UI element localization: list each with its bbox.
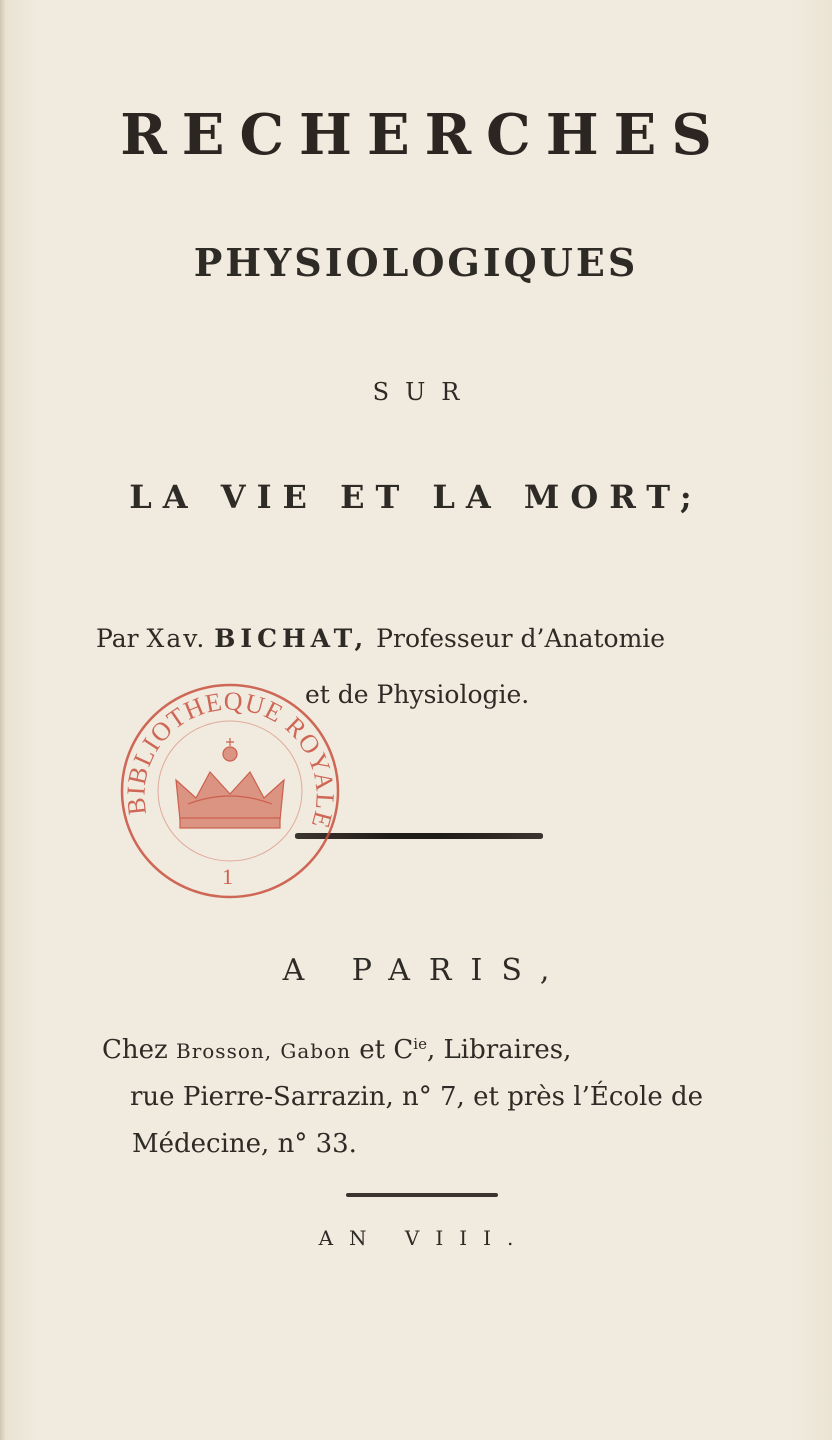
book-subtitle: PHYSIOLOGIQUES xyxy=(193,240,639,285)
publisher-line-2: rue Pierre-Sarrazin, n° 7, et près l’École de xyxy=(130,1082,704,1112)
library-stamp xyxy=(118,680,343,902)
stamp-arc-text: BIBLIOTHEQUE ROYALE xyxy=(121,686,340,832)
stamp-number: 1 xyxy=(222,864,233,889)
closing-rule xyxy=(346,1193,498,1197)
author-title-continued: et de Physiologie. xyxy=(305,680,530,709)
title-connector: SUR xyxy=(372,378,476,406)
book-title: RECHERCHES xyxy=(120,102,727,168)
page-spine-shadow xyxy=(0,0,6,1440)
publisher-libraires: , Libraires, xyxy=(426,1035,572,1065)
book-subject: LA VIE ET LA MORT; xyxy=(129,478,703,516)
publisher-cie-letter: C xyxy=(393,1035,414,1065)
author-title: Professeur d’Anatomie xyxy=(376,624,666,653)
author-first-name: Xav. xyxy=(146,624,207,653)
publisher-line-1 xyxy=(102,1035,571,1065)
publisher-cie xyxy=(393,1035,427,1065)
publisher-cie-sup: ie xyxy=(413,1035,427,1053)
author-last-name: BICHAT, xyxy=(214,624,369,653)
crown-icon xyxy=(176,738,284,828)
publisher-name-2: Gabon xyxy=(280,1039,351,1063)
author-line xyxy=(96,624,746,653)
publisher-name-1: Brosson, xyxy=(176,1039,273,1063)
imprint-place: A PARIS, xyxy=(282,953,569,988)
publisher-chez: Chez xyxy=(102,1035,168,1065)
publisher-line-3: Médecine, n° 33. xyxy=(132,1129,357,1159)
imprint-date: AN VIII. xyxy=(318,1226,530,1250)
author-prefix: Par xyxy=(96,624,139,653)
stamp-graphic xyxy=(118,680,343,902)
publisher-et: et xyxy=(359,1035,386,1065)
